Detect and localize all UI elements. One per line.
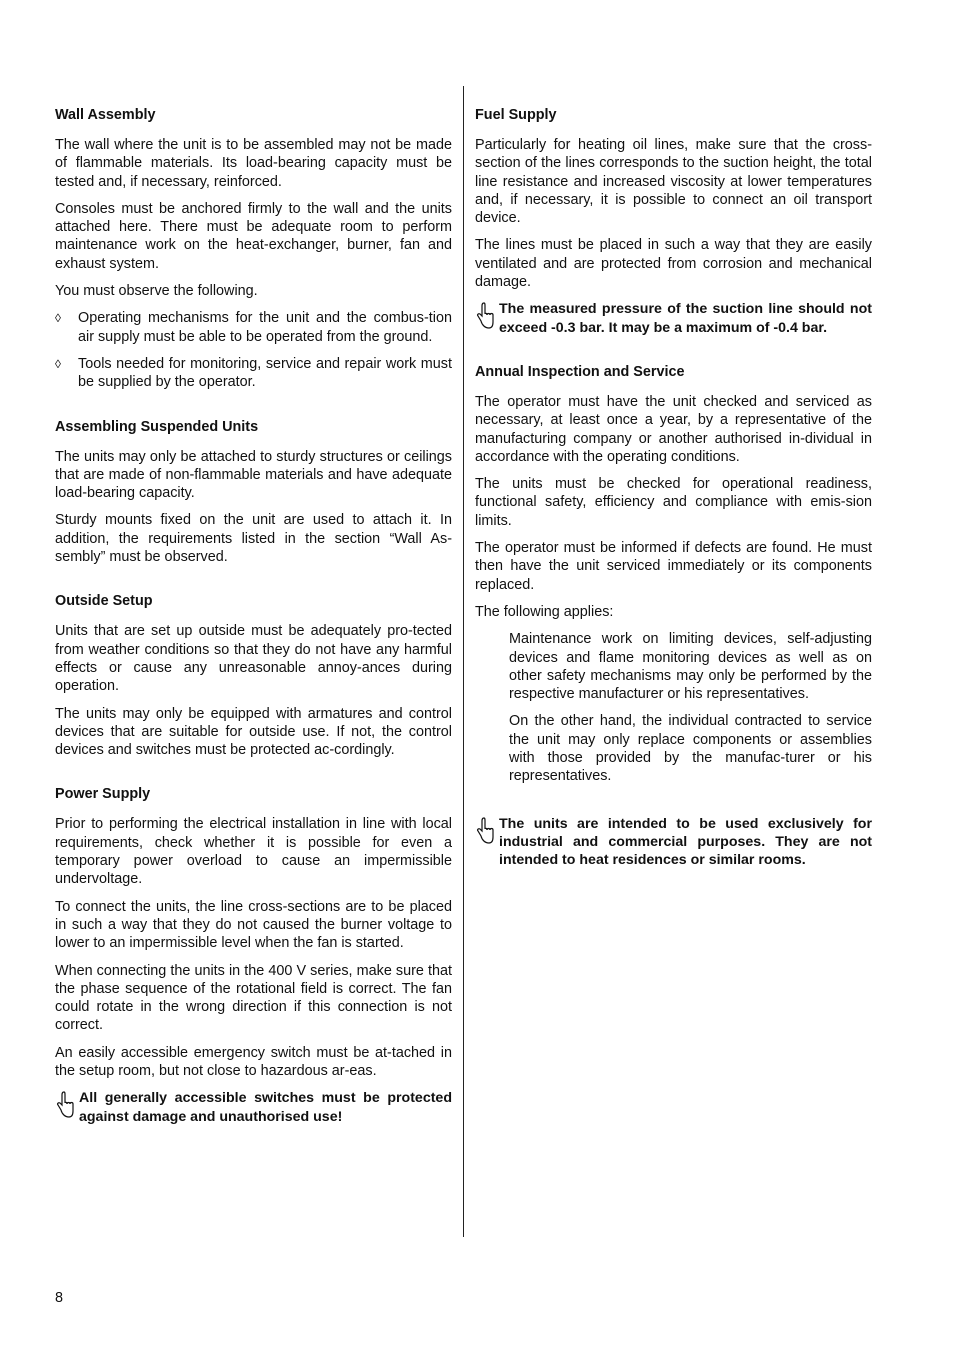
right-column <box>475 106 872 879</box>
page-number: 8 <box>55 1290 64 1306</box>
list-item <box>55 355 452 392</box>
paragraph: Sturdy mounts fixed on the unit are used to attach it. In addition, the requirements listed in the section “Wall As-sembly” must be observed. <box>55 512 452 566</box>
suspended-units-heading: Assembling Suspended Units <box>55 418 259 435</box>
wall-assembly-heading: Wall Assembly <box>55 107 156 123</box>
annual-inspection-heading: Annual Inspection and Service <box>475 363 685 380</box>
note-text: The units are intended to be used exclusively for industrial and commercial purposes. They are not intended to heat residences or similar rooms. <box>499 815 872 869</box>
power-supply-heading: Power Supply <box>55 786 151 803</box>
paragraph: You must observe the following. <box>55 283 258 300</box>
pointing-hand-icon <box>475 815 499 870</box>
paragraph: The lines must be placed in such a way that they are easily ventilated and are protected from corrosion and mechanical damage. <box>475 237 872 291</box>
paragraph: The units must be checked for operational readiness, functional safety, efficiency and compliance with emis-sion limits. <box>475 476 872 529</box>
paragraph: The operator must have the unit checked and serviced as necessary, at least once a year, by a representative of the manufacturing company or another authorised in-dividual in accordance with the operating conditions. <box>475 393 872 465</box>
paragraph: Units that are set up outside must be adequately pro-tected from weather conditions so that they do not have any harmful effects or cause any unreasonable annoy-ances during operation. <box>55 623 452 695</box>
diamond-bullet-icon: ◊ <box>55 356 61 371</box>
column-divider <box>463 86 464 1237</box>
note <box>475 815 872 870</box>
fuel-supply-heading: Fuel Supply <box>475 107 557 123</box>
paragraph: To connect the units, the line cross-sections are to be placed in such a way that they do not caused the burner voltage to lower to an impermissible level when the fan is started. <box>55 898 452 952</box>
indented-paragraph: On the other hand, the individual contracted to service the unit may only replace components or assemblies with those provided by the manufac-turer or his representatives. <box>509 713 872 785</box>
paragraph: The operator must be informed if defects are found. He must then have the unit serviced immediately or its components replaced. <box>475 540 872 593</box>
list-item <box>55 309 452 346</box>
list-item-text: Tools needed for monitoring, service and repair work must be supplied by the operator. <box>78 355 452 391</box>
indented-paragraph: Maintenance work on limiting devices, self-adjusting devices and flame monitoring devices as well as on other safety mechanisms may only be performed by the respective manufacturer or his representatives. <box>509 631 872 703</box>
paragraph: An easily accessible emergency switch must be at-tached in the setup room, but not close to hazardous ar-eas. <box>55 1044 452 1079</box>
note <box>55 1089 452 1126</box>
paragraph: Consoles must be anchored firmly to the wall and the units attached here. There must be adequate room to perform maintenance work on the heat-exchanger, burner, fan and exhaust system. <box>55 200 452 272</box>
pointing-hand-icon <box>55 1089 79 1126</box>
outside-setup-heading: Outside Setup <box>55 593 153 610</box>
note-text: All generally accessible switches must be protected against damage and unauthorised use! <box>79 1090 452 1125</box>
paragraph: Particularly for heating oil lines, make sure that the cross-section of the lines corresponds to the suction height, the total line resistance and increased viscosity at lower temperatures and, if necessary, it is possible to connect an oil transport device. <box>475 137 872 227</box>
note-text: The measured pressure of the suction line should not exceed -0.3 bar. It may be a maximum of -0.4 bar. <box>499 301 872 336</box>
pointing-hand-icon <box>475 300 499 337</box>
paragraph: The units may only be equipped with armatures and control devices that are suitable for outside use. If not, the control devices and switches must be protected ac-cordingly. <box>55 705 452 759</box>
diamond-bullet-icon: ◊ <box>55 311 61 326</box>
list-item-text: Operating mechanisms for the unit and the combus-tion air supply must be able to be operated from the ground. <box>78 310 452 345</box>
paragraph: The units may only be attached to sturdy structures or ceilings that are made of non-flammable materials and have adequate load-bearing capacity. <box>55 448 452 502</box>
left-column <box>55 106 452 1135</box>
paragraph: When connecting the units in the 400 V series, make sure that the phase sequence of the rotational field is correct. The fan could rotate in the wrong direction if this connection is not correct. <box>55 962 452 1034</box>
note <box>475 300 872 337</box>
paragraph: The following applies: <box>475 603 614 620</box>
paragraph: The wall where the unit is to be assembled may not be made of flammable materials. Its load-bearing capacity must be tested and, if necessary, reinforced. <box>55 137 452 190</box>
paragraph: Prior to performing the electrical installation in line with local requirements, check whether it is possible for even a temporary power overload to cause an impermissible undervoltage. <box>55 816 452 888</box>
